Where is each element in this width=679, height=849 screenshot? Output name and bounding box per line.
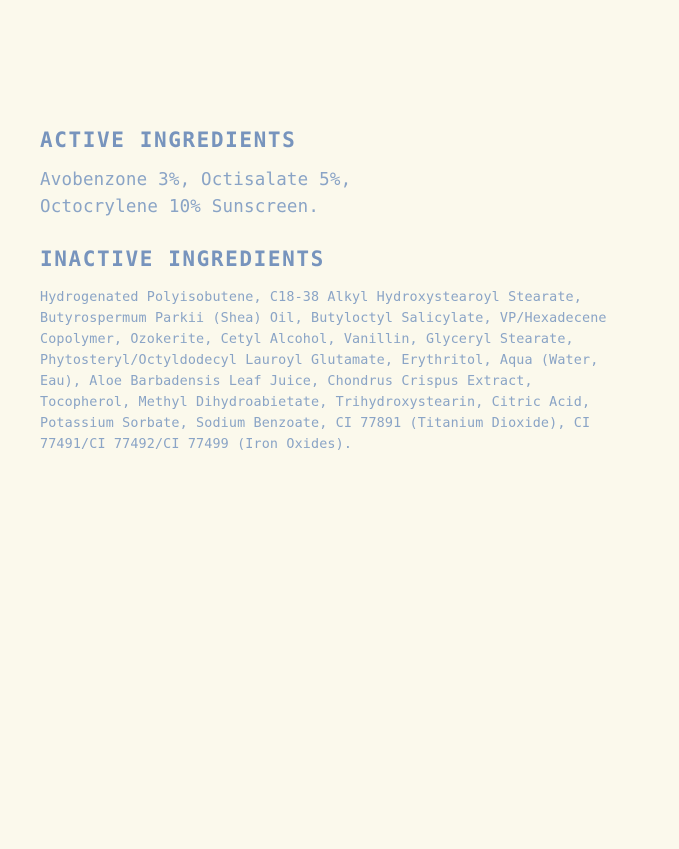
- inactive-ingredients-text: Hydrogenated Polyisobutene, C18-38 Alkyl Hydroxystearoyl Stearate, Butyrospermum Parkii (Shea) Oil, Butyloctyl Salicylate, VP/Hexadecene Copolymer, Ozokerite, Cetyl Alcohol, Vanillin, Glyceryl Stearate, Phytosteryl/Octyldodecyl Lauroyl Glutamate, Erythritol, Aqua (Water, Eau), Aloe Barbadensis Leaf Juice, Chondrus Crispus Extract, Tocopherol, Methyl Dihydroabietate, Trihydroxystearin, Citric Acid, Potassium Sorbate, Sodium Benzoate, CI 77891 (Titanium Dioxide), CI 77491/CI 77492/CI 77499 (Iron Oxides).: [40, 289, 607, 452]
- active-ingredients-section: [40, 128, 639, 221]
- inactive-ingredients-section: [40, 247, 639, 455]
- active-ingredients-text: Avobenzone 3%, Octisalate 5%, Octocrylene 10% Sunscreen.: [40, 170, 352, 218]
- inactive-ingredients-heading: INACTIVE INGREDIENTS: [40, 247, 325, 272]
- active-ingredients-heading: ACTIVE INGREDIENTS: [40, 128, 297, 152]
